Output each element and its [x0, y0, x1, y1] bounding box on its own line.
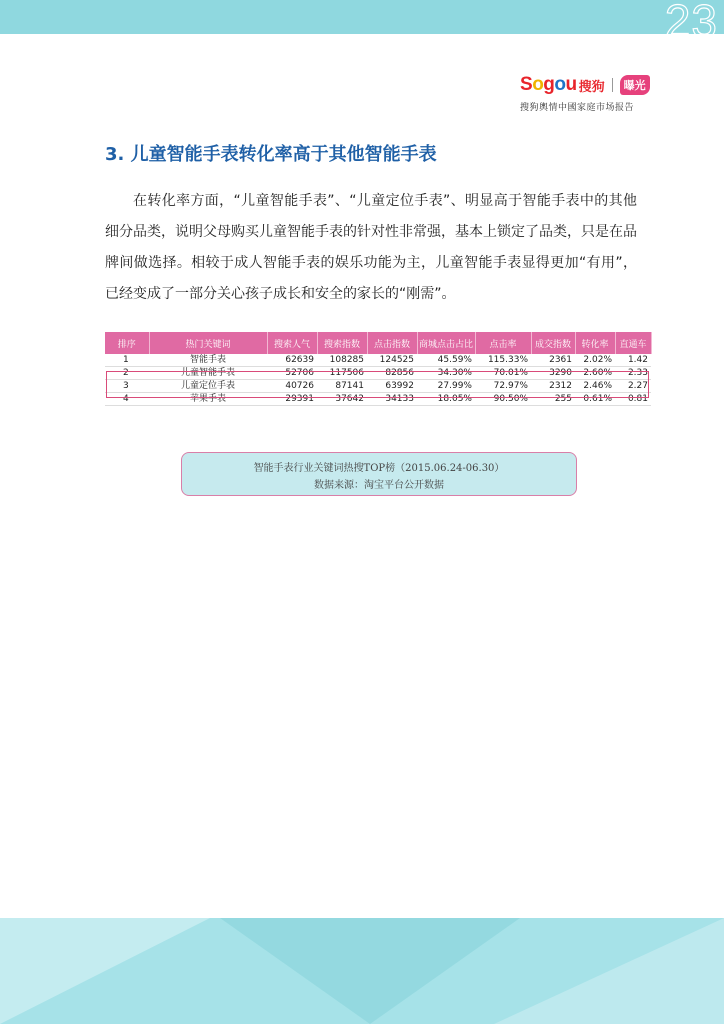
cell: 3290 — [531, 367, 575, 380]
decor-triangle — [0, 918, 210, 1024]
header-deal-index: 成交指数 — [531, 332, 575, 354]
cell: 52706 — [267, 367, 317, 380]
cell: 0.61% — [575, 393, 615, 406]
paragraph-text: 在转化率方面，“儿童智能手表”、“儿童定位手表”、明显高于智能手表中的其他细分品类，说明父母购买儿童智能手表的针对性非常强，基本上锁定了品类，只是在品牌间做选择。相较于成人智能手表的娱乐功能为主，儿童智能手表显得更加“有用”，已经变成了一部分关心孩子成长和安全的家长的“刚需”。 — [105, 193, 637, 302]
cell: 34133 — [367, 393, 417, 406]
header-ad-index: 直通车 — [615, 332, 651, 354]
body-paragraph — [105, 186, 637, 310]
cell-rank: 2 — [105, 367, 149, 380]
logo-wordmark: Sogou — [520, 74, 577, 95]
cell: 18.05% — [417, 393, 475, 406]
cell: 90.50% — [475, 393, 531, 406]
cell: 255 — [531, 393, 575, 406]
logo-subtitle: 搜狗輿情中國家庭市场报告 — [520, 103, 635, 113]
cell: 124525 — [367, 354, 417, 367]
cell: 117506 — [317, 367, 367, 380]
table-row — [105, 367, 651, 380]
header-mall-click-share: 商城点击占比 — [417, 332, 475, 354]
logo-badge: 曝光 — [620, 75, 650, 95]
cell: 40726 — [267, 380, 317, 393]
sogou-logo — [520, 74, 660, 122]
cell: 70.01% — [475, 367, 531, 380]
logo-divider — [612, 78, 613, 92]
cell: 2.46% — [575, 380, 615, 393]
cell-keyword: 儿童定位手表 — [149, 380, 267, 393]
cell: 72.97% — [475, 380, 531, 393]
cell-rank: 3 — [105, 380, 149, 393]
table-row — [105, 393, 651, 406]
cell: 1.42 — [615, 354, 651, 367]
cell-rank: 4 — [105, 393, 149, 406]
table-row — [105, 354, 651, 367]
cell: 2312 — [531, 380, 575, 393]
page-number: 23 — [664, 0, 718, 47]
decor-triangle — [220, 918, 520, 1024]
cell: 27.99% — [417, 380, 475, 393]
logo-cn: 搜狗 — [578, 79, 605, 95]
cell: 29391 — [267, 393, 317, 406]
top-band — [0, 0, 724, 47]
header-ctr: 点击率 — [475, 332, 531, 354]
cell: 108285 — [317, 354, 367, 367]
cell: 115.33% — [475, 354, 531, 367]
cell: 62639 — [267, 354, 317, 367]
header-search-index: 搜索指数 — [317, 332, 367, 354]
cell-rank: 1 — [105, 354, 149, 367]
cell: 45.59% — [417, 354, 475, 367]
section-title: 3. 儿童智能手表转化率高于其他智能手表 — [105, 144, 437, 165]
caption-title: 智能手表行业关键词热搜TOP榜（2015.06.24-06.30） — [253, 463, 505, 474]
decor-triangle — [494, 918, 724, 1024]
header-conversion: 转化率 — [575, 332, 615, 354]
cell: 82856 — [367, 367, 417, 380]
cell: 87141 — [317, 380, 367, 393]
cell-keyword: 苹果手表 — [149, 393, 267, 406]
header-rank: 排序 — [105, 332, 149, 354]
bottom-band — [0, 918, 724, 1024]
cell: 2.60% — [575, 367, 615, 380]
keyword-table — [105, 332, 652, 406]
cell: 2.27 — [615, 380, 651, 393]
table-header-row — [105, 332, 651, 354]
header-search-popularity: 搜索人气 — [267, 332, 317, 354]
cell: 2.33 — [615, 367, 651, 380]
header-keyword: 热门关键词 — [149, 332, 267, 354]
caption-box — [181, 452, 577, 496]
cell: 0.81 — [615, 393, 651, 406]
cell: 2361 — [531, 354, 575, 367]
cell-keyword: 智能手表 — [149, 354, 267, 367]
cell: 2.02% — [575, 354, 615, 367]
cell-keyword: 儿童智能手表 — [149, 367, 267, 380]
cell: 37642 — [317, 393, 367, 406]
table-row — [105, 380, 651, 393]
caption-source: 数据来源：淘宝平台公开数据 — [314, 480, 444, 491]
header-click-index: 点击指数 — [367, 332, 417, 354]
cell: 63992 — [367, 380, 417, 393]
cell: 34.30% — [417, 367, 475, 380]
